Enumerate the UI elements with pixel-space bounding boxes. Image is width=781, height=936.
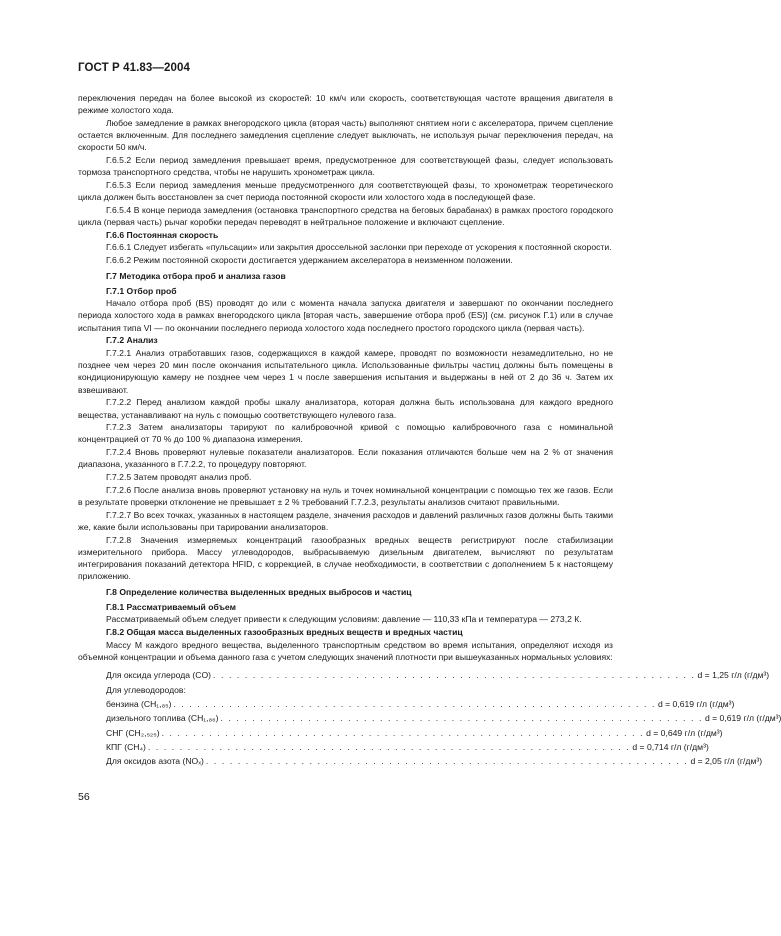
clause-g7-2-1: Г.7.2.1 Анализ отработавших газов, содержащихся в каждой камере, проводят по возможности незамедлительно, но не позднее чем через 20 мин после окончания испытательного цикла. Использованные фильтры частиц должны быть помещены в кондиционирующую камеру не позднее чем через 1 ч после завершения испытания и выдержаны в ней от 2 до 36 ч. Затем их взвешивают. — [78, 348, 613, 395]
heading-g7-1: Г.7.1 Отбор проб — [106, 285, 177, 296]
leader-dots: . . . . . . . . . . . . . . . . . . . . . . . . . . . . . . . . . . . . . . . . . . . . . . . . . . . . . . . . . . . . . — [173, 698, 656, 709]
paragraph: Начало отбора проб (BS) проводят до или с момента начала запуска двигателя и завершают по окончании последнего периода холостого хода в рамках внегородского цикла [вторая часть, завершение отбора проб (ES)] (см. рисунок Г.1) или в случае испытания типа VI — по окончании последнего периода холостого хода последнего простого городского цикла (первая часть). — [78, 298, 613, 333]
paragraph-continuation: переключения передач на более высокой из скоростей: 10 км/ч или скорость, соответствующая частоте вращения двигателя в режиме холостого хода. — [78, 93, 613, 116]
heading-g8: Г.8 Определение количества выделенных вредных выбросов и частиц — [106, 587, 412, 598]
clause-g7-2-3: Г.7.2.3 Затем анализаторы тарируют по калибровочной кривой с помощью калибровочного газа с номинальной концентрацией от 70 % до 100 % диапазона измерения. — [78, 422, 613, 445]
density-label: СНГ (CH₂,₅₂₅) — [106, 727, 160, 738]
density-subheading — [106, 684, 613, 698]
clause-g7-2-5: Г.7.2.5 Затем проводят анализ проб. — [106, 472, 252, 483]
density-value: d = 0,714 г/л (г/дм³) — [632, 742, 709, 753]
leader-dots: . . . . . . . . . . . . . . . . . . . . . . . . . . . . . . . . . . . . . . . . . . . . . . . . . . . . . . . . . . . . . — [220, 713, 703, 724]
document-header: ГОСТ Р 41.83—2004 — [78, 62, 190, 74]
clause-g6-5-4: Г.6.5.4 В конце периода замедления (остановка транспортного средства на беговых барабанах) в рамках простого городского цикла (первая часть) рычаг коробки передач переводят в нейтральное положение и включают сцепление. — [78, 204, 613, 228]
density-list — [78, 669, 781, 770]
leader-dots: . . . . . . . . . . . . . . . . . . . . . . . . . . . . . . . . . . . . . . . . . . . . . . . . . . . . . . . . . . . . . — [161, 727, 645, 738]
clause-g6-5-3: Г.6.5.3 Если период замедления меньше предусмотренного для соответствующей фазы, то хронометраж теоретического цикла должен быть восстановлен за счет периода постоянной скорости или холостого хода в последующей фазе. — [78, 179, 613, 203]
density-label: Для углеводородов: — [106, 684, 186, 695]
density-row-petrol — [106, 698, 735, 712]
document-body — [78, 92, 781, 770]
paragraph: Рассматриваемый объем следует привести к следующим условиям: давление — 110,33 кПа и температура — 273,2 К. — [106, 614, 582, 625]
density-label: КПГ (CH₄) — [106, 742, 146, 753]
density-row-nox — [106, 755, 763, 769]
paragraph: Любое замедление в рамках внегородского цикла (вторая часть) выполняют снятием ноги с акселератора, причем сцепление остается включенным. Для последнего замедления сцепление следует выключать, не используя рычаг переключения передач, на скорости 50 км/ч. — [78, 117, 613, 153]
density-value: d = 0,649 г/л (г/дм³) — [646, 727, 723, 738]
clause-g7-2-2: Г.7.2.2 Перед анализом каждой пробы шкалу анализатора, которая должна быть использована для каждого вредного вещества, устанавливают на нуль с помощью соответствующего нулевого газа. — [78, 397, 613, 420]
density-label: дизельного топлива (CH₁,₈₆) — [106, 713, 219, 724]
density-row-lpg — [106, 727, 723, 741]
leader-dots: . . . . . . . . . . . . . . . . . . . . . . . . . . . . . . . . . . . . . . . . . . . . . . . . . . . . . . . . . . . . . — [205, 756, 689, 767]
leader-dots: . . . . . . . . . . . . . . . . . . . . . . . . . . . . . . . . . . . . . . . . . . . . . . . . . . . . . . . . . . . . . — [213, 670, 696, 681]
density-row-cng — [106, 741, 709, 755]
heading-g8-2: Г.8.2 Общая масса выделенных газообразных вредных веществ и вредных частиц — [106, 627, 463, 638]
paragraph: Массу M каждого вредного вещества, выделенного транспортным средством во время испытания, определяют исходя из объемной концентрации и объема данного газа с учетом следующих значений плотности при вышеуказанных нормальных условиях: — [78, 639, 613, 662]
density-value: d = 0,619 г/л (г/дм³) — [657, 698, 735, 709]
clause-g7-2-8: Г.7.2.8 Значения измеряемых концентраций газообразных вредных веществ регистрируют после стабилизации измерительного прибора. Массу углеводородов, выбрасываемую дизельным двигателем, вычисляют по результатам интегрирования показаний детектора HFID, с коррекцией, в случае необходимости, в соответствии с дополнением 5 к настоящему приложению. — [78, 534, 613, 582]
density-value: d = 0,619 г/л (г/дм³) — [704, 713, 781, 724]
density-label: Для оксидов азота (NOₓ) — [106, 756, 204, 767]
clause-g7-2-7: Г.7.2.7 Во всех точках, указанных в настоящем разделе, значения расходов и давлений различных газов должны быть такими же, какие были использованы при тарировании анализаторов. — [78, 509, 613, 532]
heading-g8-1: Г.8.1 Рассматриваемый объем — [106, 601, 236, 612]
clause-g7-2-4: Г.7.2.4 Вновь проверяют нулевые показатели анализаторов. Если показания отличаются больше чем на 2 % от значения диапазона, указанного в Г.7.2.2, то процедуру повторяют. — [78, 447, 613, 470]
heading-g6-6: Г.6.6 Постоянная скорость — [106, 229, 219, 240]
clause-g6-5-2: Г.6.5.2 Если период замедления превышает время, предусмотренное для соответствующей фазы, следует использовать тормоза транспортного средства, чтобы не нарушить хронометраж цикла. — [78, 155, 613, 178]
density-value: d = 2,05 г/л (г/дм³) — [690, 756, 763, 767]
density-row-diesel — [106, 712, 781, 726]
density-label: Для оксида углерода (CO) — [106, 670, 211, 681]
density-row-co — [106, 669, 770, 683]
page-number: 56 — [78, 791, 90, 803]
clause-g6-6-2: Г.6.6.2 Режим постоянной скорости достигается удержанием акселератора в неизменном положении. — [106, 255, 513, 266]
leader-dots: . . . . . . . . . . . . . . . . . . . . . . . . . . . . . . . . . . . . . . . . . . . . . . . . . . . . . . . . . . . . . — [147, 742, 631, 753]
heading-g7-2: Г.7.2 Анализ — [106, 335, 158, 346]
heading-g7: Г.7 Методика отбора проб и анализа газов — [106, 271, 286, 282]
density-value: d = 1,25 г/л (г/дм³) — [697, 670, 770, 681]
clause-g6-6-1: Г.6.6.1 Следует избегать «пульсации» или закрытия дроссельной заслонки при переходе от ускорения к постоянной скорости. — [106, 242, 612, 253]
clause-g7-2-6: Г.7.2.6 После анализа вновь проверяют установку на нуль и точек номинальной концентрации с помощью тех же газов. Если в результате проверки отклонение не превышает ± 2 % требований Г.7.2.3, результаты анализов считают правильными. — [78, 484, 613, 507]
density-label: бензина (CH₁,₈₅) — [106, 698, 172, 709]
